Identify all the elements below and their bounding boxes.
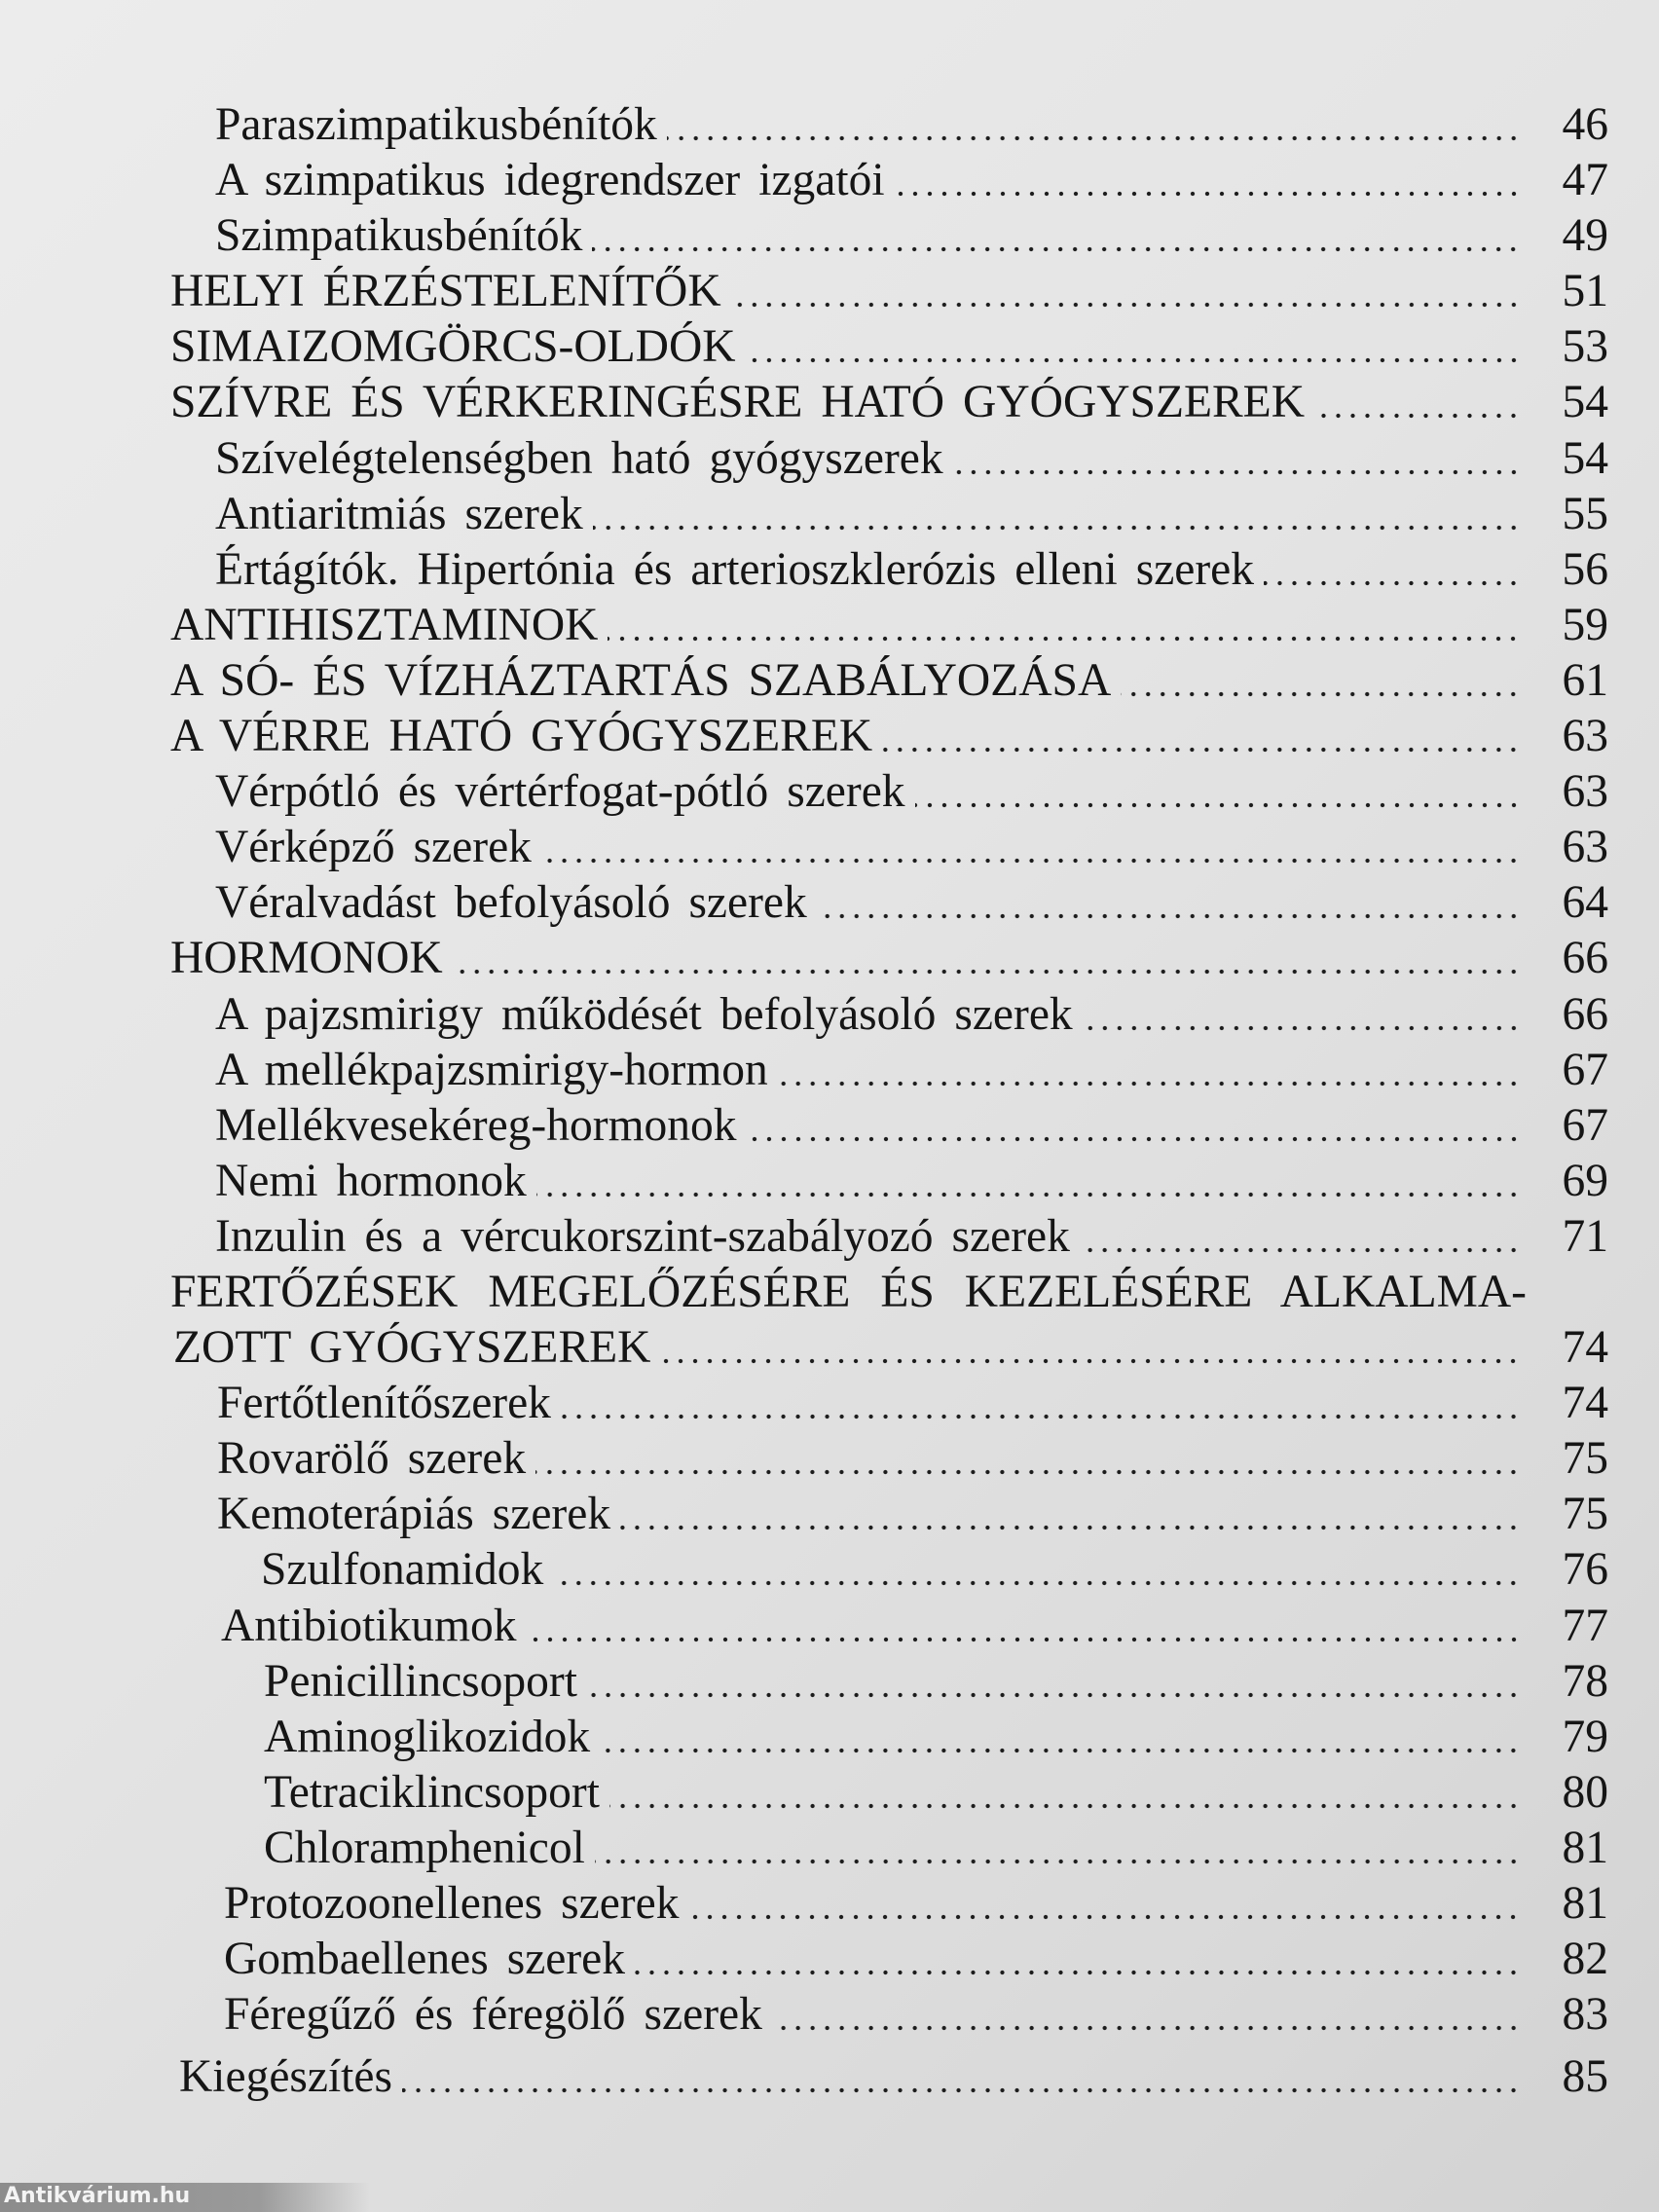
toc-entry-page: 78 (1562, 1655, 1608, 1707)
toc-entry (170, 764, 1608, 820)
toc-entry-title-line-2: ZOTT GYÓGYSZEREK (173, 1322, 651, 1374)
toc-entry-title: ANTIHISZTAMINOK (170, 599, 599, 650)
toc-entry-title: Antiaritmiás szerek (215, 488, 583, 539)
toc-entry-page: 63 (1562, 822, 1608, 873)
watermark-strip (0, 2183, 370, 2212)
toc-entry-title: Tetraciklincsoport (264, 1766, 600, 1818)
toc-entry (170, 2049, 1608, 2105)
toc-entry-title: Vérpótló és vértérfogat-pótló szerek (215, 766, 905, 818)
toc-entry-title-line-1: FERTŐZÉSEK MEGELŐZÉSÉRE ÉS KEZELÉSÉRE ALKALMA- (170, 1266, 1527, 1317)
toc-entry-title: Kiegészítés (179, 2051, 392, 2103)
toc-entry-page: 75 (1562, 1433, 1608, 1485)
toc-entry-page: 81 (1562, 1822, 1608, 1873)
dot-leader (595, 1821, 1524, 1876)
toc-entry-title: Kemoterápiás szerek (217, 1489, 611, 1540)
table-of-contents (170, 97, 1608, 2105)
toc-entry-page: 66 (1562, 933, 1608, 984)
dot-leader (561, 1376, 1524, 1431)
dot-leader (592, 208, 1524, 264)
dot-leader (660, 1320, 1524, 1376)
toc-entry-title: A mellékpajzsmirigy-hormon (215, 1044, 768, 1095)
toc-entry-page: 74 (1562, 1378, 1608, 1429)
toc-entry-title: Gombaellenes szerek (224, 1934, 626, 1985)
toc-entry-title: Véralvadást befolyásoló szerek (215, 877, 807, 929)
toc-entry-page: 49 (1562, 210, 1608, 262)
toc-entry (170, 820, 1608, 875)
dot-leader (747, 1098, 1524, 1154)
toc-entry (170, 987, 1608, 1043)
toc-entry-page: 75 (1562, 1489, 1608, 1540)
dot-leader (1080, 1209, 1524, 1265)
dot-leader (746, 319, 1524, 375)
toc-entry-page: 61 (1562, 654, 1608, 706)
toc-entry-title: HELYI ÉRZÉSTELENÍTŐK (170, 266, 721, 317)
toc-entry-page: 54 (1562, 377, 1608, 428)
toc-entry-page: 69 (1562, 1155, 1608, 1206)
dot-leader (608, 598, 1524, 653)
toc-entry (170, 375, 1608, 430)
toc-entry-page: 80 (1562, 1766, 1608, 1818)
dot-leader (772, 1987, 1524, 2043)
dot-leader (1121, 653, 1524, 709)
toc-entry (170, 1932, 1608, 1987)
dot-leader (453, 931, 1524, 986)
toc-entry (170, 875, 1608, 931)
toc-entry-page: 59 (1562, 599, 1608, 650)
toc-entry (170, 1654, 1608, 1710)
toc-entry-title: Protozoonellenes szerek (224, 1878, 680, 1929)
toc-entry-page: 83 (1562, 1989, 1608, 2041)
toc-entry-page: 53 (1562, 321, 1608, 373)
dot-leader (609, 1765, 1524, 1821)
toc-entry (170, 709, 1608, 764)
toc-entry-title: Mellékvesekéreg-hormonok (215, 1099, 737, 1151)
toc-entry-page: 46 (1562, 99, 1608, 150)
dot-leader (593, 487, 1524, 542)
dot-leader (541, 820, 1524, 875)
toc-entry-page: 66 (1562, 988, 1608, 1040)
toc-entry-page: 51 (1562, 266, 1608, 317)
toc-entry-title: Inzulin és a vércukorszint-szabályozó szerek (215, 1210, 1070, 1262)
dot-leader (587, 1654, 1524, 1710)
toc-entry (170, 1821, 1608, 1876)
toc-entry-page: 64 (1562, 877, 1608, 929)
toc-entry-title: Vérképző szerek (215, 822, 532, 873)
toc-entry-title: A VÉRRE HATÓ GYÓGYSZEREK (170, 711, 873, 762)
toc-entry (170, 1320, 1608, 1376)
toc-entry (170, 208, 1608, 264)
toc-entry-title: Szimpatikusbénítók (215, 210, 583, 262)
dot-leader (778, 1043, 1524, 1098)
toc-entry-title: A szimpatikus idegrendszer izgatói (215, 155, 885, 206)
toc-entry-title: Aminoglikozidok (264, 1711, 591, 1762)
toc-entry-page: 63 (1562, 766, 1608, 818)
toc-entry-title: Féregűző és féregölő szerek (224, 1989, 762, 2041)
toc-entry-page: 47 (1562, 155, 1608, 206)
toc-entry (170, 153, 1608, 208)
dot-leader (817, 875, 1524, 931)
toc-entry (170, 1987, 1608, 2043)
toc-entry-page: 55 (1562, 488, 1608, 539)
dot-leader (667, 97, 1524, 153)
toc-entry-page: 54 (1562, 432, 1608, 484)
toc-entry-title: Antibiotikumok (221, 1600, 517, 1651)
toc-entry-page: 63 (1562, 711, 1608, 762)
toc-entry (170, 1376, 1608, 1431)
toc-entry-page: 79 (1562, 1711, 1608, 1762)
toc-entry-title: SZÍVRE ÉS VÉRKERINGÉSRE HATÓ GYÓGYSZEREK (170, 377, 1305, 428)
dot-leader (731, 264, 1524, 319)
toc-entry (170, 1487, 1608, 1542)
toc-entry (170, 931, 1608, 986)
dot-leader (635, 1932, 1524, 1987)
dot-leader (535, 1431, 1524, 1487)
toc-entry-page: 82 (1562, 1934, 1608, 1985)
toc-entry (170, 1154, 1608, 1209)
toc-entry-title: A pajzsmirigy működését befolyásoló szerek (215, 988, 1073, 1040)
dot-leader (553, 1542, 1524, 1598)
toc-entry (170, 1209, 1608, 1265)
toc-entry-page: 56 (1562, 543, 1608, 595)
dot-leader (1083, 987, 1524, 1043)
toc-entry-title: A SÓ- ÉS VÍZHÁZTARTÁS SZABÁLYOZÁSA (170, 654, 1112, 706)
toc-entry-page: 76 (1562, 1544, 1608, 1596)
toc-entry (170, 1599, 1608, 1654)
toc-entry-page: 74 (1562, 1322, 1608, 1374)
toc-entry (170, 542, 1608, 598)
toc-entry (170, 1876, 1608, 1932)
toc-entry (170, 653, 1608, 709)
dot-leader (527, 1599, 1525, 1654)
dot-leader (953, 431, 1524, 487)
toc-entry-title: Penicillincsoport (264, 1655, 577, 1707)
dot-leader (895, 153, 1524, 208)
toc-entry-page: 85 (1562, 2051, 1608, 2103)
toc-entry-title: HORMONOK (170, 933, 443, 984)
toc-entry-title: Rovarölő szerek (217, 1433, 527, 1485)
toc-entry-title: Értágítók. Hipertónia és arterioszklerózis elleni szerek (215, 543, 1255, 595)
toc-entry-title: Nemi hormonok (215, 1155, 527, 1206)
toc-entry-title: Paraszimpatikusbénítók (215, 99, 657, 150)
toc-entry-title: Fertőtlenítőszerek (217, 1378, 551, 1429)
toc-entry (170, 1710, 1608, 1765)
dot-leader (600, 1710, 1524, 1765)
toc-entry-page: 81 (1562, 1878, 1608, 1929)
dot-leader (1314, 375, 1524, 430)
toc-entry-page: 67 (1562, 1044, 1608, 1095)
toc-entry (170, 97, 1608, 153)
toc-entry (170, 598, 1608, 653)
watermark: Antikvárium.hu (4, 2184, 191, 2208)
toc-entry-page: 67 (1562, 1099, 1608, 1151)
dot-leader (536, 1154, 1524, 1209)
toc-entry (170, 1765, 1608, 1821)
dot-leader (688, 1876, 1524, 1932)
dot-leader (620, 1487, 1524, 1542)
toc-entry (170, 1098, 1608, 1154)
toc-entry (170, 264, 1608, 319)
toc-entry-page: 77 (1562, 1600, 1608, 1651)
toc-entry (170, 487, 1608, 542)
dot-leader (915, 764, 1524, 820)
toc-entry-title: Chloramphenicol (264, 1822, 585, 1873)
toc-entry-two-line (170, 1265, 1608, 1376)
dot-leader (1264, 542, 1524, 598)
toc-entry (170, 1542, 1608, 1598)
dot-leader (402, 2049, 1524, 2105)
toc-entry (170, 1431, 1608, 1487)
dot-leader (882, 709, 1524, 764)
toc-entry-title: Szívelégtelenségben ható gyógyszerek (215, 432, 943, 484)
toc-entry (170, 1043, 1608, 1098)
toc-entry-title: Szulfonamidok (261, 1544, 544, 1596)
toc-entry-title: SIMAIZOMGÖRCS-OLDÓK (170, 321, 736, 373)
toc-entry (170, 319, 1608, 375)
toc-entry (170, 431, 1608, 487)
toc-entry-page: 71 (1562, 1210, 1608, 1262)
